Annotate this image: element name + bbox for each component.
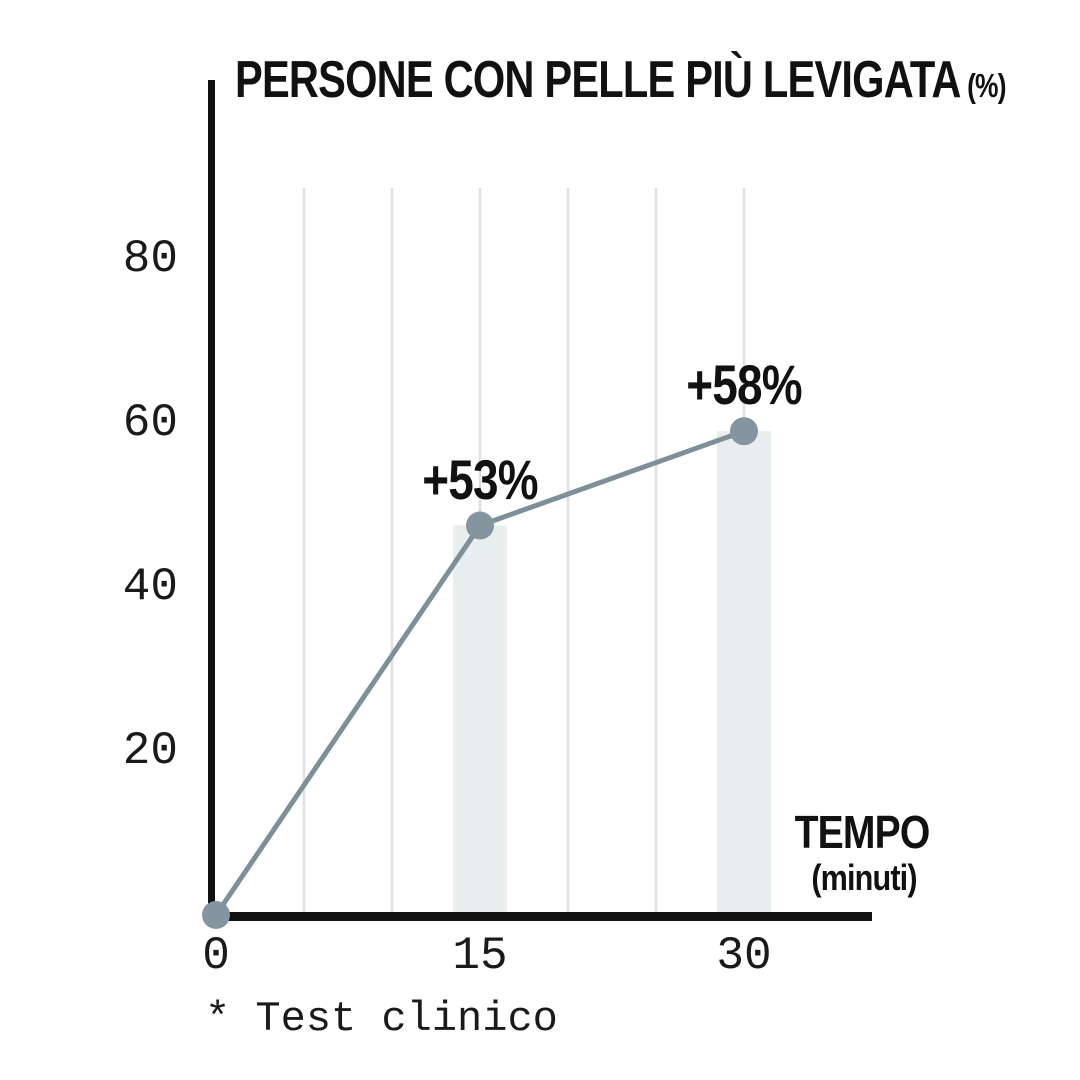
y-tick-label: 60 — [122, 397, 178, 449]
footnote: * Test clinico — [205, 995, 558, 1043]
data-point-label: +58% — [686, 353, 802, 417]
x-axis-title: TEMPO — [794, 806, 930, 858]
x-axis-subtitle: (minuti) — [811, 857, 917, 898]
chart-title-text: PERSONE CON PELLE PIÙ LEVIGATA — [235, 51, 961, 109]
chart-title-unit: (%) — [967, 67, 1006, 104]
data-point — [466, 512, 494, 540]
data-point-label: +53% — [422, 447, 538, 511]
y-tick-label: 40 — [122, 561, 178, 613]
x-tick-label: 15 — [452, 930, 508, 982]
highlight-bar — [453, 526, 507, 913]
chart-title — [235, 52, 1006, 114]
x-tick-label: 0 — [202, 930, 230, 982]
y-tick-label: 80 — [122, 233, 178, 285]
highlight-bar — [717, 431, 771, 912]
data-point — [202, 901, 230, 929]
x-tick-label: 30 — [716, 930, 772, 982]
y-tick-label: 20 — [122, 725, 178, 777]
data-point — [730, 417, 758, 445]
